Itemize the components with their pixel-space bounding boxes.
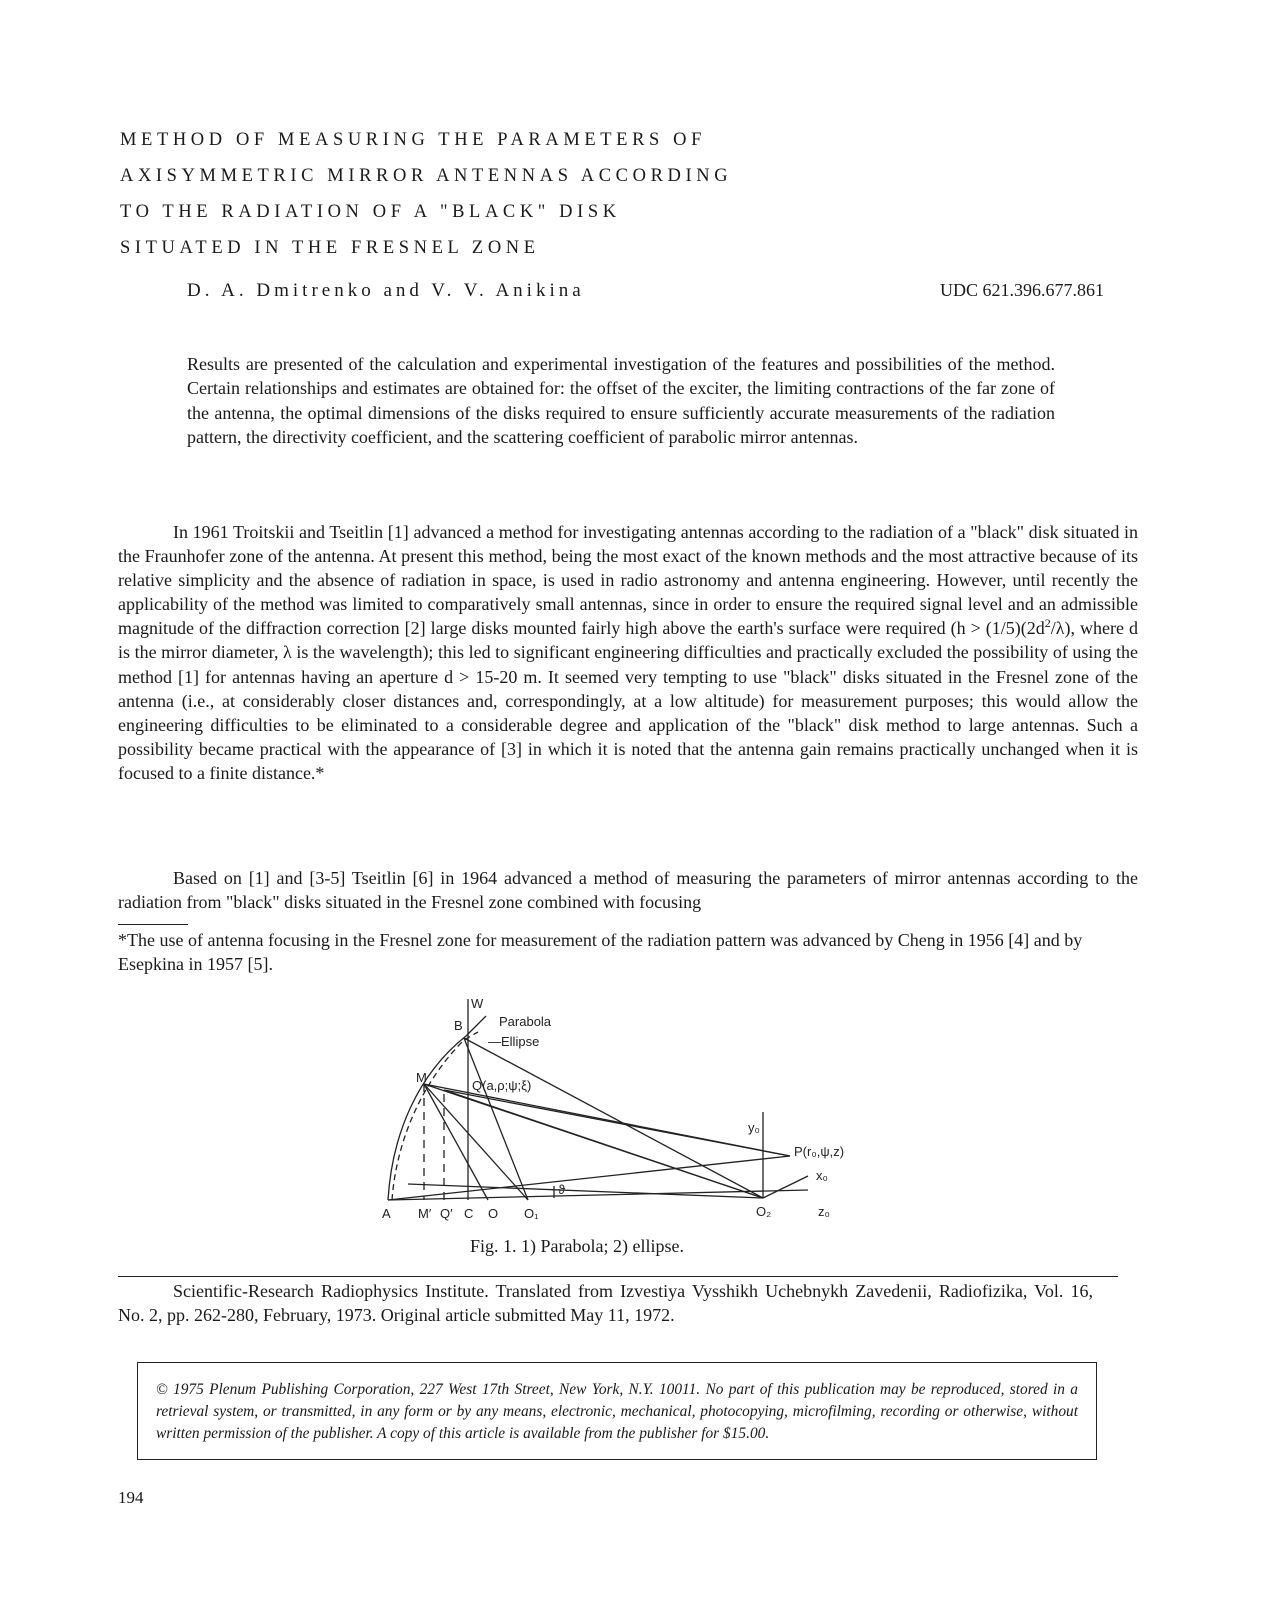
affiliation-rule [118,1276,1118,1277]
para1-part-b: /λ), where d is the mirror diameter, λ is the wavelength); this led to significant engineering difficulties and practically excluded the possibility of using the method [1] for antennas having an aperture d > 15-20 m. It seemed very tempting to use "black" disks situated in the Fresnel zone of the antenna (i.e., at considerably closer distances and, correspondingly, at a low altitude) for measurement purposes; this would allow the engineering difficulties to be eliminated to a considerable degree and application of the "black" disk method to large antennas. Such a possibility became practical with the appearance of [3] in which it is noted that the antenna gain remains practically unchanged when it is focused to a finite distance.* [118,618,1138,783]
udc-code: UDC 621.396.677.861 [940,280,1105,300]
para1-part-a: In 1961 Troitskii and Tseitlin [1] advanced a method for investigating antennas according to the radiation of a "black" disk situated in the Fraunhofer zone of the antenna. At present this method, being the most exact of the known methods and the most attractive because of its relative simplicity and the absence of radiation in space, is used in radio astronomy and antenna engineering. However, until recently the applicability of the method was limited to comparatively small antennas, since in order to ensure the required signal level and an admissible magnitude of the diffraction correction [2] large disks mounted fairly high above the earth's surface were required (h > (1/5)(2d [118,522,1138,639]
label-w: W [471,996,484,1011]
label-axis-o1: O₁ [524,1206,539,1221]
title-line: SITUATED IN THE FRESNEL ZONE [120,238,540,258]
ray [464,1038,528,1200]
label-axis-a: A [382,1206,391,1221]
label-axis-qprime: Q′ [440,1206,453,1221]
label-theta: ϑ [558,1182,566,1197]
article-title [120,122,840,266]
label-y0: y₀ [748,1120,760,1135]
ellipse-curve [392,1032,478,1200]
label-b: B [454,1018,463,1033]
copyright-box [137,1362,1097,1460]
copyright-text: © 1975 Plenum Publishing Corporation, 227 West 17th Street, New York, N.Y. 10011. No part of this publication may be reproduced, stored in a retrieval system, or transmitted, in any form or by any means, electronic, mechanical, photocopying, microfilming, recording or otherwise, without written permission of the publisher. A copy of this article is available from the publisher for $15.00. [156,1381,1078,1442]
label-ellipse: —Ellipse [488,1034,540,1049]
label-axis-o2: O₂ [756,1204,772,1219]
ray [444,1090,790,1156]
label-parabola: Parabola [499,1014,552,1029]
title-line: METHOD OF MEASURING THE PARAMETERS OF [120,130,706,150]
body-paragraph-1 [118,520,1138,785]
title-line: AXISYMMETRIC MIRROR ANTENNAS ACCORDING [120,166,733,186]
page-number: 194 [118,1488,144,1507]
label-axis-mprime: M′ [418,1206,432,1221]
label-z0: z₀ [818,1204,830,1219]
abstract: Results are presented of the calculation and experimental investigation of the features and possibilities of the method. Certain relationships and estimates are obtained for: the offset of the exciter, the limiting contractions of the far zone of the antenna, the optimal dimensions of the disks required to ensure sufficiently accurate measurements of the radiation pattern, the directivity coefficient, and the scattering coefficient of parabolic mirror antennas. [187,354,1055,447]
affiliation: Scientific-Research Radiophysics Institute. Translated from Izvestiya Vysshikh Uchebnykh Zavedenii, Radiofizika, Vol. 16, No. 2, pp. 262-280, February, 1973. Original article submitted May 11, 1972. [118,1281,1093,1325]
title-line: TO THE RADIATION OF A "BLACK" DISK [120,202,621,222]
superscript: 2 [1044,616,1051,631]
ray [444,1090,763,1198]
label-axis-c: C [464,1206,474,1221]
figure-caption: Fig. 1. 1) Parabola; 2) ellipse. [470,1236,684,1256]
label-axis-o: O [488,1206,499,1221]
figure-1-diagram [378,994,858,1229]
label-m: M [416,1070,427,1085]
ray [388,1156,790,1200]
footnote: *The use of antenna focusing in the Fresnel zone for measurement of the radiation pattern was advanced by Cheng in 1956 [4] and by Esepkina in 1957 [5]. [118,930,1083,974]
footnote-rule [118,924,188,925]
x0-axis [763,1176,808,1198]
ray [464,1038,763,1198]
label-x0: x₀ [816,1168,828,1183]
authors: D. A. Dmitrenko and V. V. Anikina [187,280,585,301]
label-p: P(r₀,ψ,z) [794,1144,845,1159]
label-q: Q(a,ρ;ψ;ξ) [472,1078,532,1093]
body-paragraph-2: Based on [1] and [3-5] Tseitlin [6] in 1964 advanced a method of measuring the parameters of mirror antennas according to the radiation from "black" disks situated in the Fresnel zone combined with focusing [118,868,1138,913]
